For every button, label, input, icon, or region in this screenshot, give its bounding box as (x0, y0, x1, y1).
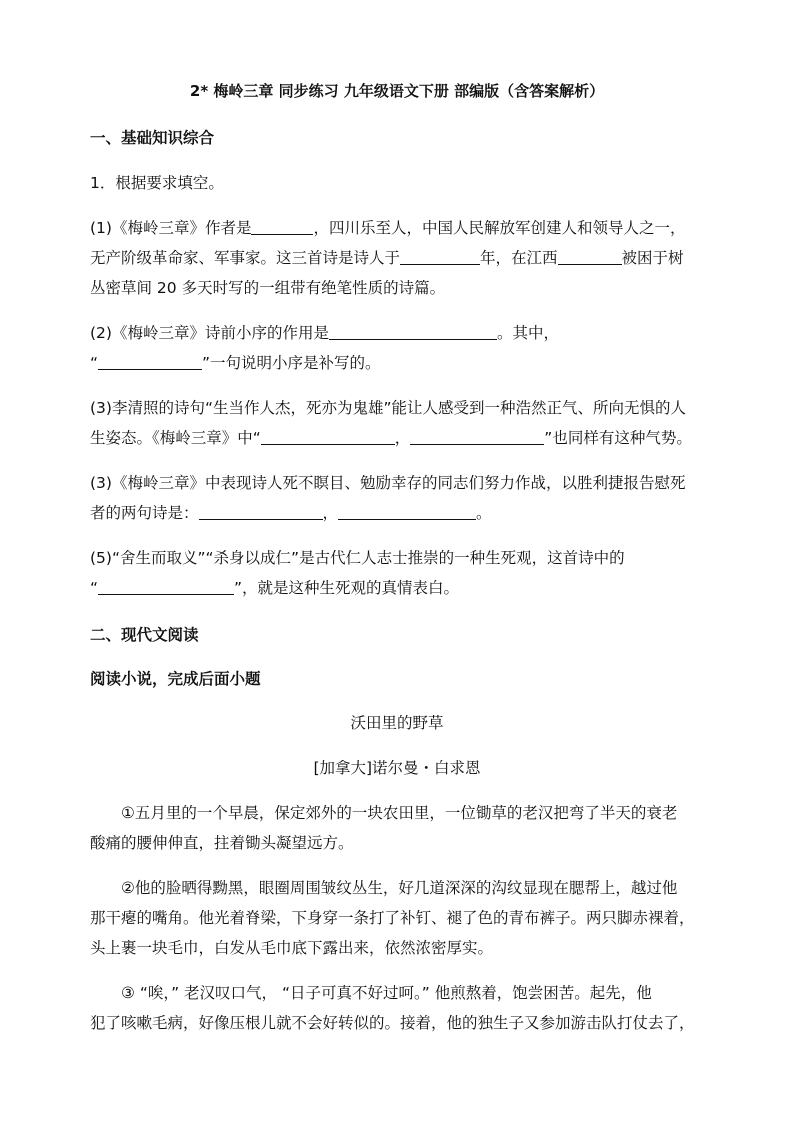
item-2-line-1 (90, 323, 714, 343)
text: 。 (476, 504, 492, 522)
text: 。其中， (496, 324, 559, 342)
answer-blank[interactable] (558, 248, 622, 265)
text: ， (394, 429, 411, 447)
reading-instruction: 阅读小说，完成后面小题 (90, 670, 261, 688)
answer-blank[interactable] (98, 353, 202, 370)
section-heading-basic: 一、基础知识综合 (90, 129, 215, 147)
answer-blank[interactable] (410, 428, 544, 445)
story-paragraph-3-line-1: ③ “唉，” 老汉叹口气， “日子可真不好过呵。” 他煎熬着，饱尝困苦。起先，他 (121, 984, 652, 1002)
story-paragraph-2-line-2: 那干瘪的嘴角。他光着脊梁，下身穿一条打了补钉、褪了色的青布裤子。两只脚赤裸着， (90, 909, 695, 927)
item-3-line-2 (90, 428, 714, 448)
text: “ (90, 354, 99, 372)
text: (1)《梅岭三章》作者是 (90, 219, 252, 237)
text: 生姿态。《梅岭三章》中“ (90, 429, 261, 447)
item-2-line-2 (90, 353, 714, 373)
story-paragraph-2-line-3: 头上裹一块毛巾，白发从毛巾底下露出来，依然浓密厚实。 (90, 939, 494, 957)
text: 被困于树 (621, 249, 684, 267)
text: 无产阶级革命家、军事家。这三首诗是诗人于 (90, 249, 401, 267)
answer-blank[interactable] (400, 248, 480, 265)
text: “ (90, 579, 99, 597)
story-title: 沃田里的野草 (350, 714, 444, 732)
answer-blank[interactable] (338, 503, 476, 520)
text: ，四川乐至人，中国人民解放军创建人和领导人之一， (313, 219, 686, 237)
story-paragraph-1-line-1: ①五月里的一个早晨，保定郊外的一块农田里，一位锄草的老汉把弯了半天的衰老 (121, 804, 678, 822)
question-1: 1．根据要求填空。 (90, 174, 224, 192)
story-paragraph-1-line-2: 酸痛的腰伸伸直，拄着锄头凝望远方。 (90, 834, 354, 852)
text: (2)《梅岭三章》诗前小序的作用是 (90, 324, 329, 342)
section-heading-reading: 二、现代文阅读 (90, 626, 199, 644)
answer-blank[interactable] (261, 428, 395, 445)
text: ， (322, 504, 339, 522)
story-author: [加拿大]诺尔曼・白求恩 (313, 759, 481, 777)
text: ”，就是这种生死观的真情表白。 (234, 579, 460, 597)
text: ”也同样有这种气势。 (544, 429, 692, 447)
answer-blank[interactable] (329, 323, 497, 340)
answer-blank[interactable] (251, 218, 313, 235)
item-4-line-2 (90, 503, 714, 523)
item-3-line-1: (3)李清照的诗句“生当作人杰，死亦为鬼雄”能让人感受到一种浩然正气、所向无惧的人 (90, 399, 687, 417)
story-paragraph-3-line-2: 犯了咳嗽毛病，好像压根儿就不会好转似的。接着，他的独生子又参加游击队打仗去了， (90, 1014, 695, 1032)
text: ”一句说明小序是补写的。 (202, 354, 381, 372)
text: 年，在江西 (480, 249, 558, 267)
text: 者的两句诗是： (90, 504, 199, 522)
answer-blank[interactable] (98, 578, 234, 595)
item-1-line-1 (90, 218, 714, 238)
item-4-line-1: (3)《梅岭三章》中表现诗人死不瞑目、勉励幸存的同志们努力作战，以胜利捷报告慰死 (90, 474, 686, 492)
item-5-line-1: (5)“舍生而取义”“杀身以成仁”是古代仁人志士推崇的一种生死观，这首诗中的 (90, 549, 625, 567)
answer-blank[interactable] (199, 503, 323, 520)
item-1-line-3: 丛密草间 20 多天时写的一组带有绝笔性质的诗篇。 (90, 279, 446, 297)
story-paragraph-2-line-1: ②他的脸晒得黝黑，眼圈周围皱纹丛生，好几道深深的沟纹显现在腮帮上，越过他 (121, 879, 678, 897)
document-title: 2* 梅岭三章 同步练习 九年级语文下册 部编版（含答案解析） (189, 82, 605, 100)
item-1-line-2 (90, 248, 714, 268)
item-5-line-2 (90, 578, 714, 598)
